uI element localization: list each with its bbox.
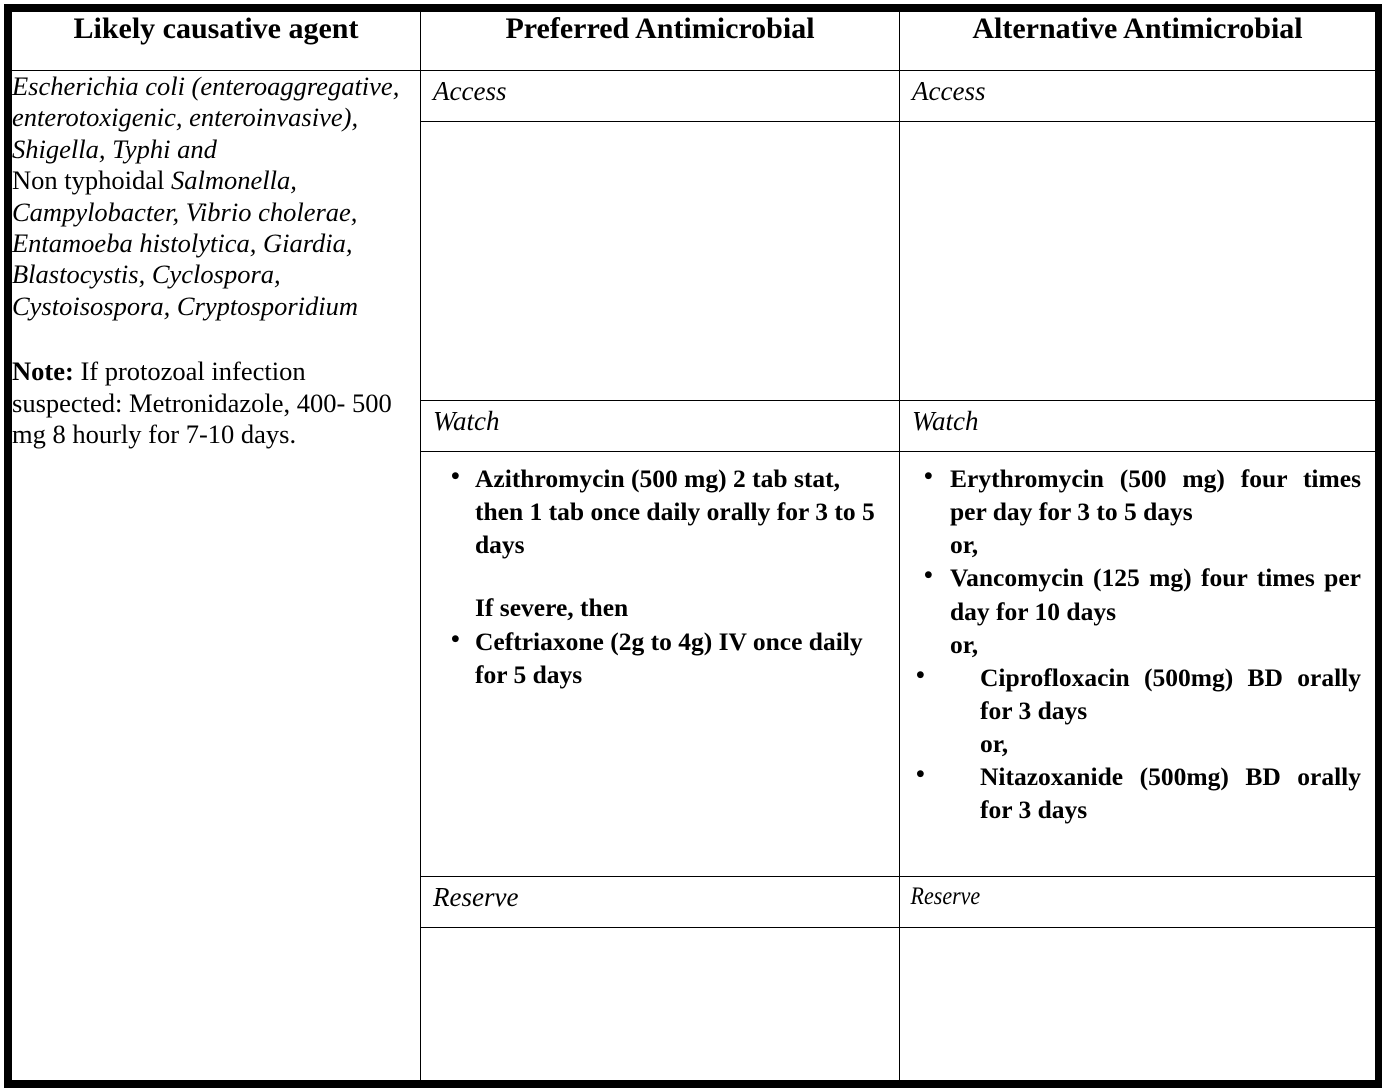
list-item [900, 462, 1361, 561]
list-item [421, 625, 889, 691]
list-item [900, 760, 1361, 826]
cell-preferred-watch-content [421, 452, 900, 877]
causative-agent-text [12, 71, 420, 322]
aware-label-watch-alternative: Watch [912, 406, 979, 436]
alternative-watch-regimen-list [900, 452, 1375, 837]
column-header-alternative-antimicrobial-label: Alternative Antimicrobial [972, 12, 1303, 45]
cell-causative-agent [12, 71, 421, 1081]
aware-label-reserve-alternative: Reserve [910, 883, 981, 910]
cell-alternative-access-content [900, 122, 1376, 401]
cell-alternative-watch-content [900, 452, 1376, 877]
regimen-text: Ceftriaxone (2g to 4g) IV once daily for 5 days [475, 626, 863, 689]
table-header [12, 12, 1376, 71]
cell-preferred-watch-label [421, 401, 900, 452]
table-frame [4, 4, 1382, 1088]
aware-label-watch-preferred: Watch [433, 406, 500, 436]
column-header-preferred-antimicrobial [421, 12, 900, 71]
protozoal-note-label: Note: [12, 356, 74, 387]
cell-alternative-access-label [900, 71, 1376, 122]
list-item [421, 591, 889, 624]
protozoal-note [12, 356, 420, 450]
regimen-conjunction: or, [980, 729, 1009, 759]
cell-preferred-access-label [421, 71, 900, 122]
organism-non-typhoidal-prefix: Non typhoidal [12, 165, 171, 196]
column-header-causative-agent [12, 12, 421, 71]
preferred-watch-regimen-list [421, 452, 899, 701]
regimen-text: Nitazoxanide (500mg) BD orally for 3 days [980, 762, 1361, 825]
protozoal-note-text: If protozoal infection suspected: Metronidazole, 400- 500 mg 8 hourly for 7-10 days. [12, 356, 392, 449]
organism-list-primary: Escherichia coli (enteroaggregative, enterotoxigenic, enteroinvasive), Shigella, Typhi and [12, 71, 400, 164]
antimicrobial-guideline-table [11, 11, 1376, 1081]
cell-alternative-reserve-label [900, 877, 1376, 928]
cell-preferred-access-content [421, 122, 900, 401]
regimen-condition-text: If severe, then [475, 593, 629, 623]
row-access-label [12, 71, 1376, 122]
header-row [12, 12, 1376, 71]
column-header-alternative-antimicrobial [900, 12, 1376, 71]
regimen-text: Erythromycin (500 mg) four times per day for 3 to 5 days [950, 464, 1361, 527]
regimen-conjunction: or, [950, 530, 979, 560]
cell-alternative-watch-label [900, 401, 1376, 452]
organism-list-secondary: Salmonella, Campylobacter, Vibrio cholerae, Entamoeba histolytica, Giardia, Blastocystis, Cyclospora, Cystoisospora, Cryptosporidium [12, 165, 359, 321]
list-item [421, 462, 889, 561]
cell-alternative-reserve-content [900, 928, 1376, 1081]
regimen-text: Vancomycin (125 mg) four times per day for 10 days [950, 563, 1361, 626]
list-item [900, 561, 1361, 660]
regimen-text: Ciprofloxacin (500mg) BD orally for 3 days [980, 662, 1361, 725]
column-header-preferred-antimicrobial-label: Preferred Antimicrobial [505, 12, 815, 45]
regimen-conjunction: or, [950, 629, 979, 659]
table-body [12, 71, 1376, 1081]
regimen-text: Azithromycin (500 mg) 2 tab stat, then 1 tab once daily orally for 3 to 5 days [475, 464, 875, 560]
aware-label-access-preferred: Access [433, 76, 507, 106]
aware-label-reserve-preferred: Reserve [433, 882, 519, 912]
column-header-causative-agent-label: Likely causative agent [73, 12, 359, 45]
aware-label-access-alternative: Access [912, 76, 986, 106]
cell-preferred-reserve-content [421, 928, 900, 1081]
list-item [900, 661, 1361, 760]
cell-preferred-reserve-label [421, 877, 900, 928]
